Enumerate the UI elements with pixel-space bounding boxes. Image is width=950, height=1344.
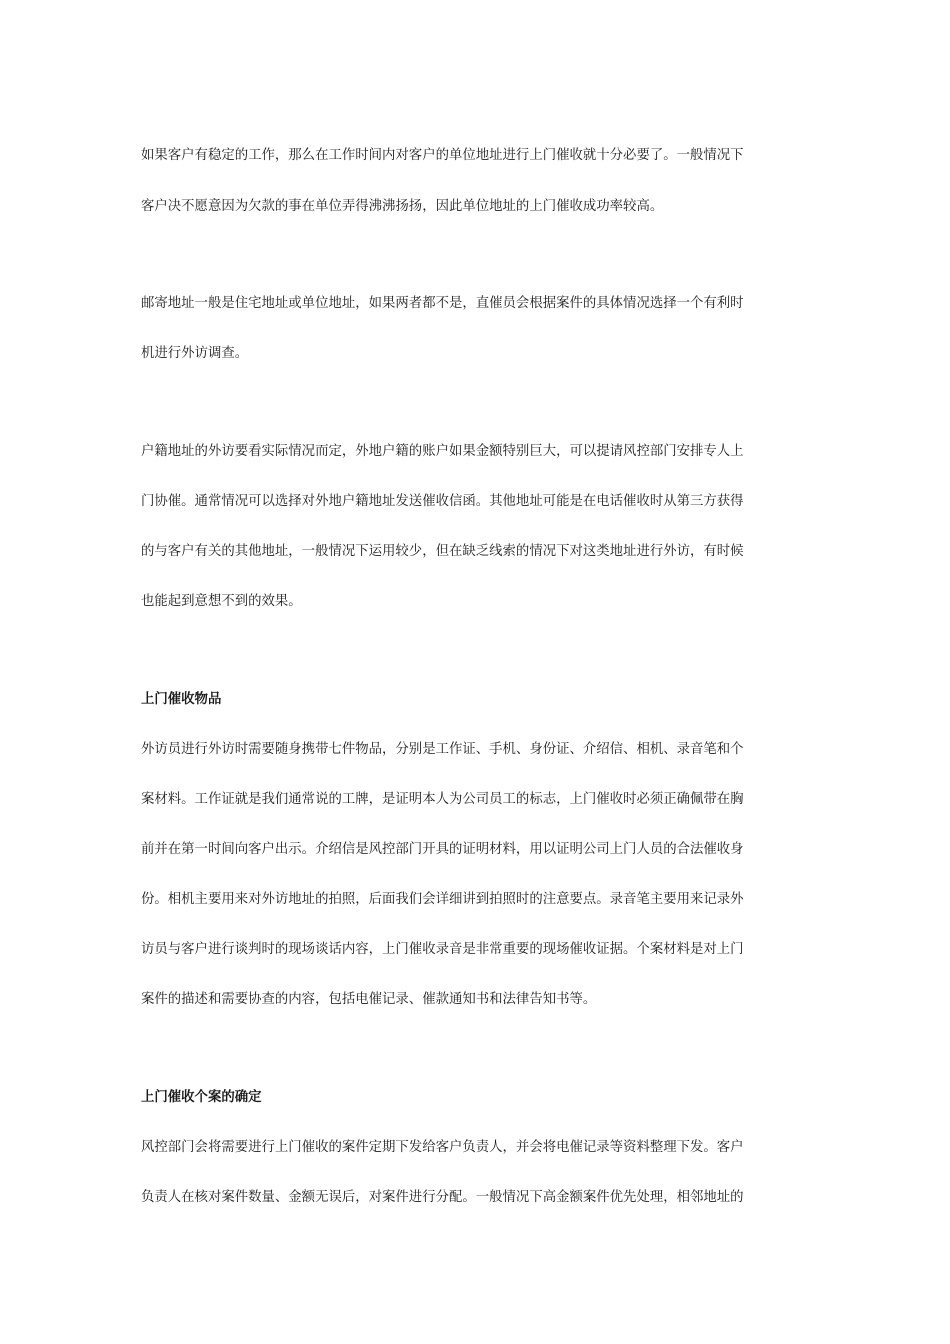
paragraph-line: 门协催。通常情况可以选择对外地户籍地址发送催收信函。其他地址可能是在电话催收时从第三方获得 xyxy=(141,494,744,509)
paragraph-line: 户籍地址的外访要看实际情况而定，外地户籍的账户如果金额特别巨大，可以提请风控部门安排专人上 xyxy=(141,444,744,459)
paragraph-line: 份。相机主要用来对外访地址的拍照，后面我们会详细讲到拍照时的注意要点。录音笔主要用来记录外 xyxy=(141,892,744,907)
paragraph-line: 客户决不愿意因为欠款的事在单位弄得沸沸扬扬，因此单位地址的上门催收成功率较高。 xyxy=(141,199,664,214)
paragraph-line: 机进行外访调查。 xyxy=(141,346,249,361)
paragraph-line: 风控部门会将需要进行上门催收的案件定期下发给客户负责人，并会将电催记录等资料整理下发。客户 xyxy=(141,1140,744,1155)
paragraph-line: 的与客户有关的其他地址，一般情况下运用较少，但在缺乏线索的情况下对这类地址进行外访，有时候 xyxy=(141,544,744,559)
paragraph-line: 前并在第一时间向客户出示。介绍信是风控部门开具的证明材料，用以证明公司上门人员的合法催收身 xyxy=(141,842,744,857)
paragraph-line: 负责人在核对案件数量、金额无误后，对案件进行分配。一般情况下高金额案件优先处理，相邻地址的 xyxy=(141,1190,744,1205)
paragraph-line: 邮寄地址一般是住宅地址或单位地址，如果两者都不是，直催员会根据案件的具体情况选择一个有利时 xyxy=(141,296,744,311)
paragraph-line: 外访员进行外访时需要随身携带七件物品，分别是工作证、手机、身份证、介绍信、相机、录音笔和个 xyxy=(141,742,744,757)
paragraph-line: 案件的描述和需要协查的内容，包括电催记录、催款通知书和法律告知书等。 xyxy=(141,992,597,1007)
paragraph-line: 也能起到意想不到的效果。 xyxy=(141,594,302,609)
paragraph-line: 如果客户有稳定的工作，那么在工作时间内对客户的单位地址进行上门催收就十分必要了。一般情况下 xyxy=(141,148,744,163)
paragraph-line: 访员与客户进行谈判时的现场谈话内容，上门催收录音是非常重要的现场催收证据。个案材料是对上门 xyxy=(141,942,744,957)
section-heading: 上门催收个案的确定 xyxy=(141,1090,262,1105)
paragraph-line: 案材料。工作证就是我们通常说的工牌，是证明本人为公司员工的标志，上门催收时必须正确佩带在胸 xyxy=(141,792,744,807)
section-heading: 上门催收物品 xyxy=(141,692,222,707)
